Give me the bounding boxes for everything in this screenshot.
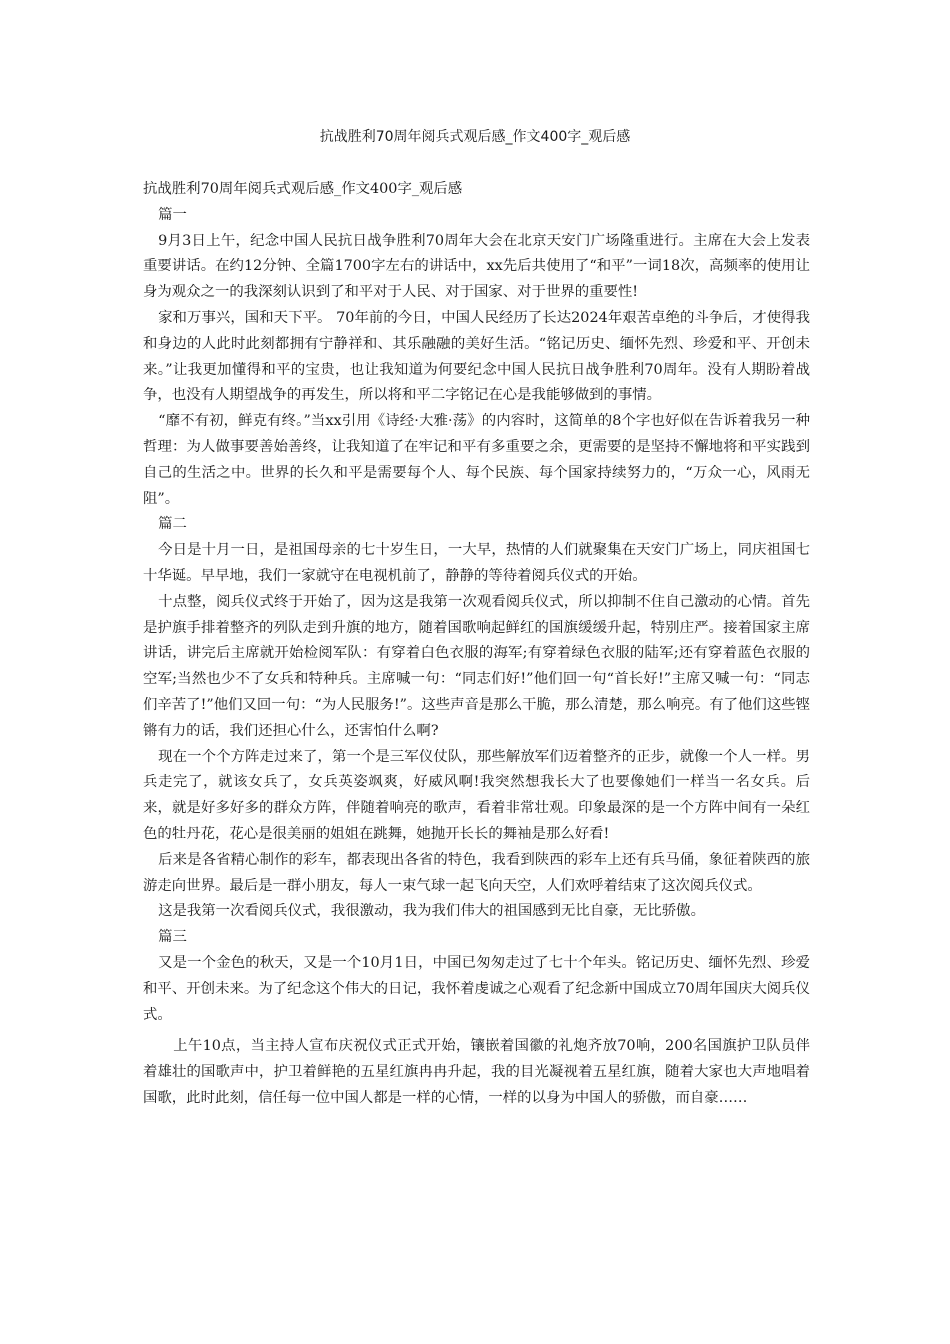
paragraph: 今日是十月一日，是祖国母亲的七十岁生日，一大早，热情的人们就聚集在天安门广场上，同庆祖国七十华诞。早早地，我们一家就守在电视机前了，静静的等待着阅兵仪式的开始。 [143,542,810,584]
paragraph: 后来是各省精心制作的彩车，都表现出各省的特色，我看到陕西的彩车上还有兵马俑，象征着陕西的旅游走向世界。最后是一群小朋友，每人一束气球一起飞向天空，人们欢呼着结束了这次阅兵仪式。 [143,851,810,894]
page-title: 抗战胜利70周年阅兵式观后感_作文400字_观后感 [319,129,631,145]
section-heading-3: 篇三 [158,929,187,946]
document-body [143,177,810,1112]
paragraph: 十点整，阅兵仪式终于开始了，因为这是我第一次观看阅兵仪式，所以抑制不住自己激动的心情。首先是护旗手排着整齐的列队走到升旗的地方，随着国歌响起鲜红的国旗缓缓升起，特别庄严。接着国家主席讲话，讲完后主席就开始检阅军队：有穿着白色衣服的海军;有穿着绿色衣服的陆军;还有穿着蓝色衣服的空军;当然也少不了女兵和特种兵。主席喊一句：“同志们好!”他们回一句“首长好!”主席又喊一句：“同志们辛苦了!”他们又回一句：“为人民服务!”。这些声音是那么干脆，那么清楚，那么响亮。有了他们这些铿锵有力的话，我们还担心什么，还害怕什么啊? [143,593,810,739]
paragraph: 现在一个个方阵走过来了，第一个是三军仪仗队，那些解放军们迈着整齐的正步，就像一个人一样。男兵走完了，就该女兵了，女兵英姿飒爽，好威风啊!我突然想我长大了也要像她们一样当一名女兵。后来，就是好多好多的群众方阵，伴随着响亮的歌声，看着非常壮观。印象最深的是一个方阵中间有一朵红色的牡丹花，花心是很美丽的姐姐在跳舞，她抛开长长的舞袖是那么好看! [143,748,810,842]
paragraph: 家和万事兴，国和天下平。 70年前的今日，中国人民经历了长达2024年艰苦卓绝的斗争后，才使得我和身边的人此时此刻都拥有宁静祥和、其乐融融的美好生活。“铭记历史、缅怀先烈、珍爱和平、开创未来。”让我更加懂得和平的宝贵，也让我知道为何要纪念中国人民抗日战争胜利70周年。没有人期盼着战争，也没有人期望战争的再发生，所以将和平二字铭记在心是我能够做到的事情。 [143,309,810,404]
section-heading-2: 篇二 [158,516,187,533]
section-heading-1: 篇一 [158,206,187,223]
paragraph: 又是一个金色的秋天，又是一个10月1日，中国已匆匆走过了七十个年头。铭记历史、缅怀先烈、珍爱和平、开创未来。为了纪念这个伟大的日记，我怀着虔诚之心观看了纪念新中国成立70周年国庆大阅兵仪式。 [143,954,810,1023]
paragraph: 这是我第一次看阅兵仪式，我很激动，我为我们伟大的祖国感到无比自豪，无比骄傲。 [158,903,705,920]
paragraph: 上午10点，当主持人宣布庆祝仪式正式开始，镶嵌着国徽的礼炮齐放70响，200名国旗护卫队员伴着雄壮的国歌声中，护卫着鲜艳的五星红旗冉冉升起，我的目光凝视着五星红旗，随着大家也大声地唱着国歌，此时此刻，信任每一位中国人都是一样的心情，一样的以身为中国人的骄傲，而自豪…… [143,1038,810,1106]
paragraph: 9月3日上午，纪念中国人民抗日战争胜利70周年大会在北京天安门广场隆重进行。主席在大会上发表重要讲话。在约12分钟、全篇1700字左右的讲话中，xx先后共使用了“和平”一词18次，高频率的使用让身为观众之一的我深刻认识到了和平对于人民、对于国家、对于世界的重要性! [143,232,810,301]
paragraph: “靡不有初，鲜克有终。”当xx引用《诗经·大雅·荡》的内容时，这简单的8个字也好似在告诉着我另一种哲理：为人做事要善始善终，让我知道了在牢记和平有多重要之余，更需要的是坚持不懈地将和平实践到自己的生活之中。世界的长久和平是需要每个人、每个民族、每个国家持续努力的，“万众一心，风雨无阻”。 [143,413,810,507]
document-heading: 抗战胜利70周年阅兵式观后感_作文400字_观后感 [143,181,463,197]
